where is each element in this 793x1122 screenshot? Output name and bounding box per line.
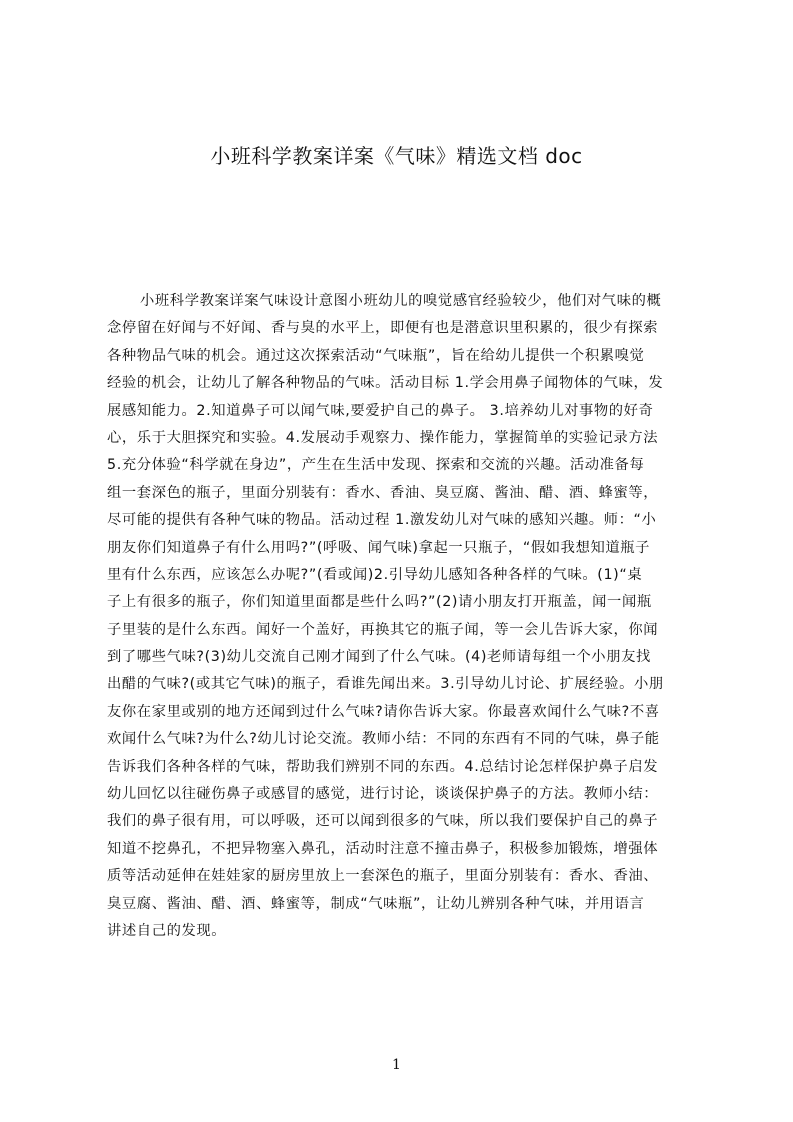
body-line: 子上有很多的瓶子，你们知道里面都是些什么吗?”(2)请小朋友打开瓶盖，闻一闻瓶: [107, 594, 652, 611]
body-line: 出醋的气味?(或其它气味)的瓶子，看谁先闻出来。3.引导幼儿讨论、扩展经验。小朋: [107, 676, 664, 693]
body-line: 组一套深色的瓶子，里面分别装有：香水、香油、臭豆腐、酱油、醋、酒、蜂蜜等，: [107, 484, 659, 501]
body-line: 子里装的是什么东西。闻好一个盖好，再换其它的瓶子闻，等一会儿告诉大家，你闻: [107, 621, 659, 638]
body-line: 讲述自己的发现。: [107, 922, 227, 939]
body-line: 臭豆腐、酱油、醋、酒、蜂蜜等，制成“气味瓶”，让幼儿辨别各种气味，并用语言: [107, 895, 645, 912]
document-body: [107, 288, 697, 945]
body-line: 质等活动延伸在娃娃家的厨房里放上一套深色的瓶子，里面分别装有：香水、香油、: [107, 868, 659, 885]
body-line: 幼儿回忆以往碰伤鼻子或感冒的感觉，进行讨论，谈谈保护鼻子的方法。教师小结：: [107, 786, 659, 803]
body-line: 欢闻什么气味?为什么?幼儿讨论交流。教师小结：不同的东西有不同的气味，鼻子能: [107, 731, 660, 748]
body-line: 我们的鼻子很有用，可以呼吸，还可以闻到很多的气味，所以我们要保护自己的鼻子: [107, 813, 659, 830]
body-line: 尽可能的提供有各种气味的物品。活动过程 1.激发幼儿对气味的感知兴趣。师：“小: [107, 512, 657, 529]
body-line: 各种物品气味的机会。通过这次探索活动“气味瓶”，旨在给幼儿提供一个积累嗅觉: [107, 347, 645, 364]
document-title: 小班科学教案详案《气味》精选文档 doc: [210, 144, 583, 168]
body-line: 里有什么东西，应该怎么办呢?”(看或闻)2.引导幼儿感知各种各样的气味。(1)“桌: [107, 566, 643, 583]
body-line: 告诉我们各种各样的气味，帮助我们辨别不同的东西。4.总结讨论怎样保护鼻子启发: [107, 758, 659, 775]
body-line: 朋友你们知道鼻子有什么用吗?”(呼吸、闻气味)拿起一只瓶子，“假如我想知道瓶子: [107, 539, 651, 556]
body-line: 心，乐于大胆探究和实验。4.发展动手观察力、操作能力，掌握简单的实验记录方法: [107, 429, 659, 446]
page-number: 1: [392, 1057, 401, 1073]
body-line: 友你在家里或别的地方还闻到过什么气味?请你告诉大家。你最喜欢闻什么气味?不喜: [107, 703, 660, 720]
body-line: 念停留在好闻与不好闻、香与臭的水平上，即便有也是潜意识里积累的，很少有探索: [107, 320, 659, 337]
body-line: 经验的机会，让幼儿了解各种物品的气味。活动目标 1.学会用鼻子闻物体的气味，发: [107, 375, 664, 392]
body-line: 知道不挖鼻孔，不把异物塞入鼻孔，活动时注意不撞击鼻子，积极参加锻炼，增强体: [107, 840, 659, 857]
body-line: 展感知能力。2.知道鼻子可以闻气味,要爱护自己的鼻子。 3.培养幼儿对事物的好奇: [107, 402, 654, 419]
body-line: 到了哪些气味?(3)幼儿交流自己刚才闻到了什么气味。(4)老师请每组一个小朋友找: [107, 649, 651, 666]
body-line: 小班科学教案详案气味设计意图小班幼儿的嗅觉感官经验较少，他们对气味的概: [140, 293, 662, 309]
body-line: 5.充分体验“科学就在身边”，产生在生活中发现、探索和交流的兴趣。活动准备每: [107, 457, 645, 474]
